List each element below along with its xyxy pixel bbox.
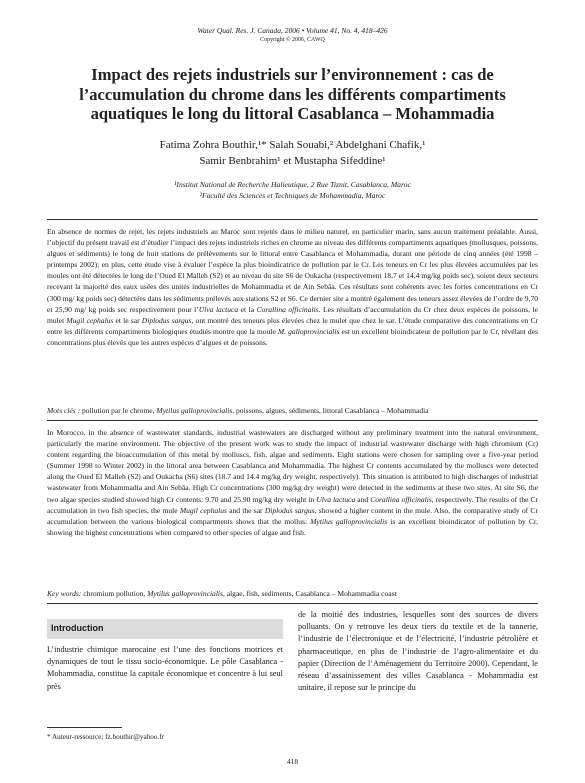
abstract-fr-text: . Les résultats d’accumulation du Cr chez deux espèces de poissons, le mulet bbox=[47, 304, 539, 325]
body-column-left: L’industrie chimique marocaine est l’une des fonctions motrices et dynamiques de tout le tissu socio-économique. Le pôle Casablanca - Mohammadia, constitue la capitale économique et concentre à lui seul près bbox=[47, 645, 283, 691]
species-name: Mytilus galloprovincialis bbox=[147, 589, 223, 598]
page-number: 418 bbox=[286, 757, 299, 766]
footnote-divider bbox=[47, 727, 122, 728]
section-heading-bar bbox=[47, 619, 283, 639]
abstract-en-text: , showed a higher content in the mule. Also, the comparative study of Cr accumulation between the various biological compartments shows that the mollus: bbox=[47, 505, 538, 526]
keyword-text: , algae, fish, sediments, Casablanca – Mohammadia coast bbox=[222, 589, 397, 598]
keyword-text: pollution par le chrome, bbox=[80, 406, 157, 415]
keywords-english bbox=[47, 588, 538, 599]
species-name: Mugil cephalus bbox=[66, 315, 114, 325]
affiliation-2: ²Faculté des Sciences et Techniques de Mohammadia, Maroc bbox=[199, 191, 386, 200]
abstract-fr-text: et la bbox=[238, 304, 257, 314]
author-line-1: Fatima Zohra Bouthir,¹* Salah Souabi,² Abdelghani Chafik,¹ bbox=[159, 139, 426, 151]
author-line-2: Samir Benbrahim¹ et Mustapha Sifeddine¹ bbox=[199, 155, 386, 167]
affiliations bbox=[40, 179, 545, 201]
abstract-en-text: is an excellent bioindicator of pollution by Cr, showing the highest concentrations when compared to other species of algae and fish. bbox=[47, 516, 539, 537]
abstract-en-text: and the sar bbox=[226, 505, 265, 515]
species-name: Diplodus sargus bbox=[141, 315, 192, 325]
abstract-en-text: In Morocco, in the absence of wastewater standards, industrial wastewaters are discharged without any preliminary treatment into the natural environment, particularly the marine environment. The objective of the present work was to study the impact of industrial wastewater discharge with high chromium (Cr) content regarding the bioaccumulation of this metal by molluscs, fish, algae and sediments. Eight stations were chosen for sampling over a five-year period (Summer 1998 to Winter 2002) in the littoral area between Casablanca and Mohammadia. The highest Cr contents accumulated by the molluscs were detected along the Oued El Malleh (S2) and Oukacha (S6) sites (18.7 and 14.4 mg/kg dry weight, respectively). This situation is attributed to high discharges of industrial wastewater from Mohammadia and Ain Sebâa. High Cr concentrations (300 mg/kg dry weight) were detected in the sediments at these two sites. At site S6, the two algae species studied showed high Cr contents: 9.70 and 25.90 mg/kg dry weight in bbox=[47, 428, 538, 504]
species-name: Mytilus galloprovincialis bbox=[310, 516, 388, 526]
abstract-fr-text: et le sar bbox=[113, 315, 142, 325]
footnote: * Auteur-ressource; fz.bouthir@yahoo.fr bbox=[47, 733, 165, 741]
keyword-text: chromium pollution, bbox=[81, 589, 148, 598]
section-heading: Introduction bbox=[51, 623, 104, 633]
abstract-fr-text: , ont montré des teneurs plus élevées chez le mulet que chez le sar. L’étude comparative des concentrations en Cr entre les différents compartiments biologiques étudiés montre que la moule bbox=[47, 315, 538, 336]
keyword-text: , poissons, algues, sédiments, littoral Casablanca – Mohammadia bbox=[232, 406, 429, 415]
abstract-fr-text: En absence de normes de rejet, les rejets industriels au Maroc sont rejetés dans le milieu naturel, en particulier marin, sans aucun traitement préalable. Aussi, l’objectif du présent travail est d’étudier l’impact des rejets industriels riches en chrome au niveau des différents compartiments aquatiques (mollusques, poissons, algues et sédiments) le long de huit stations de prélèvements sur le littoral entre Casablanca et Mohammadia, durant une période de cinq années (été 1998 – printemps 2002); en plus, cette étude vise à évaluer l’espèce la plus bioindicatrice de pollution par le Cr. Les teneurs en Cr les plus élevées accumulées par les moules ont été détectées le long de l’Oued El Malleh (S2) et au niveau du site S6 de Oukacha (respectivement 18,7 et 14,4 mg/kg poids sec), soient deux secteurs recevant la majorité des eaux usées des unités industrielles de Mohammadia et de Ain Sebâa. Ces résultats sont cohérents avec les fortes concentrations en Cr (300 mg/ kg poids sec) détectées dans les sédiments prélevés aux stations S2 et S6. Ce dernier site a montré également des teneurs assez élevées de l’ordre de 9,70 et 25,90 mg/ kg poids sec respectivement pour l’ bbox=[47, 227, 538, 314]
species-name: Mytilus galloprovincialis bbox=[156, 406, 233, 415]
species-name: Corallina officinalis bbox=[256, 304, 319, 314]
species-name: Mugil cephalus bbox=[179, 505, 227, 515]
species-name: M. galloprovincialis bbox=[277, 326, 340, 336]
divider-top bbox=[47, 219, 538, 220]
species-name: Ulva lactuca bbox=[316, 494, 356, 504]
journal-citation: Water Qual. Res. J. Canada, 2006 • Volume 41, No. 4, 418–426 bbox=[197, 26, 388, 35]
species-name: Ulva lactuca bbox=[198, 304, 239, 314]
divider-middle bbox=[47, 420, 538, 421]
abstract-fr-text: est un excellent bioindicateur de pollution par le Cr, révélant des concentrations plus élevés que les autres espèces d’algues et de poissons. bbox=[47, 326, 538, 347]
keywords-label: Key words: bbox=[47, 589, 82, 598]
species-name: Corallina officinalis bbox=[370, 494, 432, 504]
paper-title: Impact des rejets industriels sur l’environnement : cas de l’accumulation du chrome dans les différents compartiments aquatiques le long du littoral Casablanca – Mohammadia bbox=[79, 65, 506, 123]
species-name: Diplodus sargus bbox=[264, 505, 315, 515]
affiliation-1: ¹Institut National de Recherche Halieutique, 2 Rue Tiznit, Casablanca, Maroc bbox=[174, 180, 411, 189]
abstract-en-text: and bbox=[355, 494, 371, 504]
keywords-label: Mots clés : bbox=[47, 406, 81, 415]
abstract-french bbox=[47, 226, 538, 348]
abstract-en-text: , respectively. The results of the Cr accumulation in two fish species, the mule bbox=[47, 494, 539, 515]
abstract-english bbox=[47, 427, 538, 538]
author-list bbox=[40, 137, 545, 169]
body-column-right: de la moitié des industries, lesquelles sont des sources de divers polluants. On y retrouve les deux tiers du textile et de la tannerie, l’industrie de l’électronique et de l’électricité, l’industrie pétrolière et pharmaceutique, en plus de l’industrie de l’agro-alimentaire et du papier (Direction de l’Aménagement du Territoire 2000). Cependant, le réseau d’assainissement des villes Casablanca - Mohammadia est unitaire, il repose sur le principe du bbox=[298, 610, 538, 693]
keywords-french bbox=[47, 405, 538, 416]
copyright-line: Copyright © 2006, CAWQ bbox=[260, 37, 325, 43]
divider-bottom bbox=[47, 603, 538, 604]
